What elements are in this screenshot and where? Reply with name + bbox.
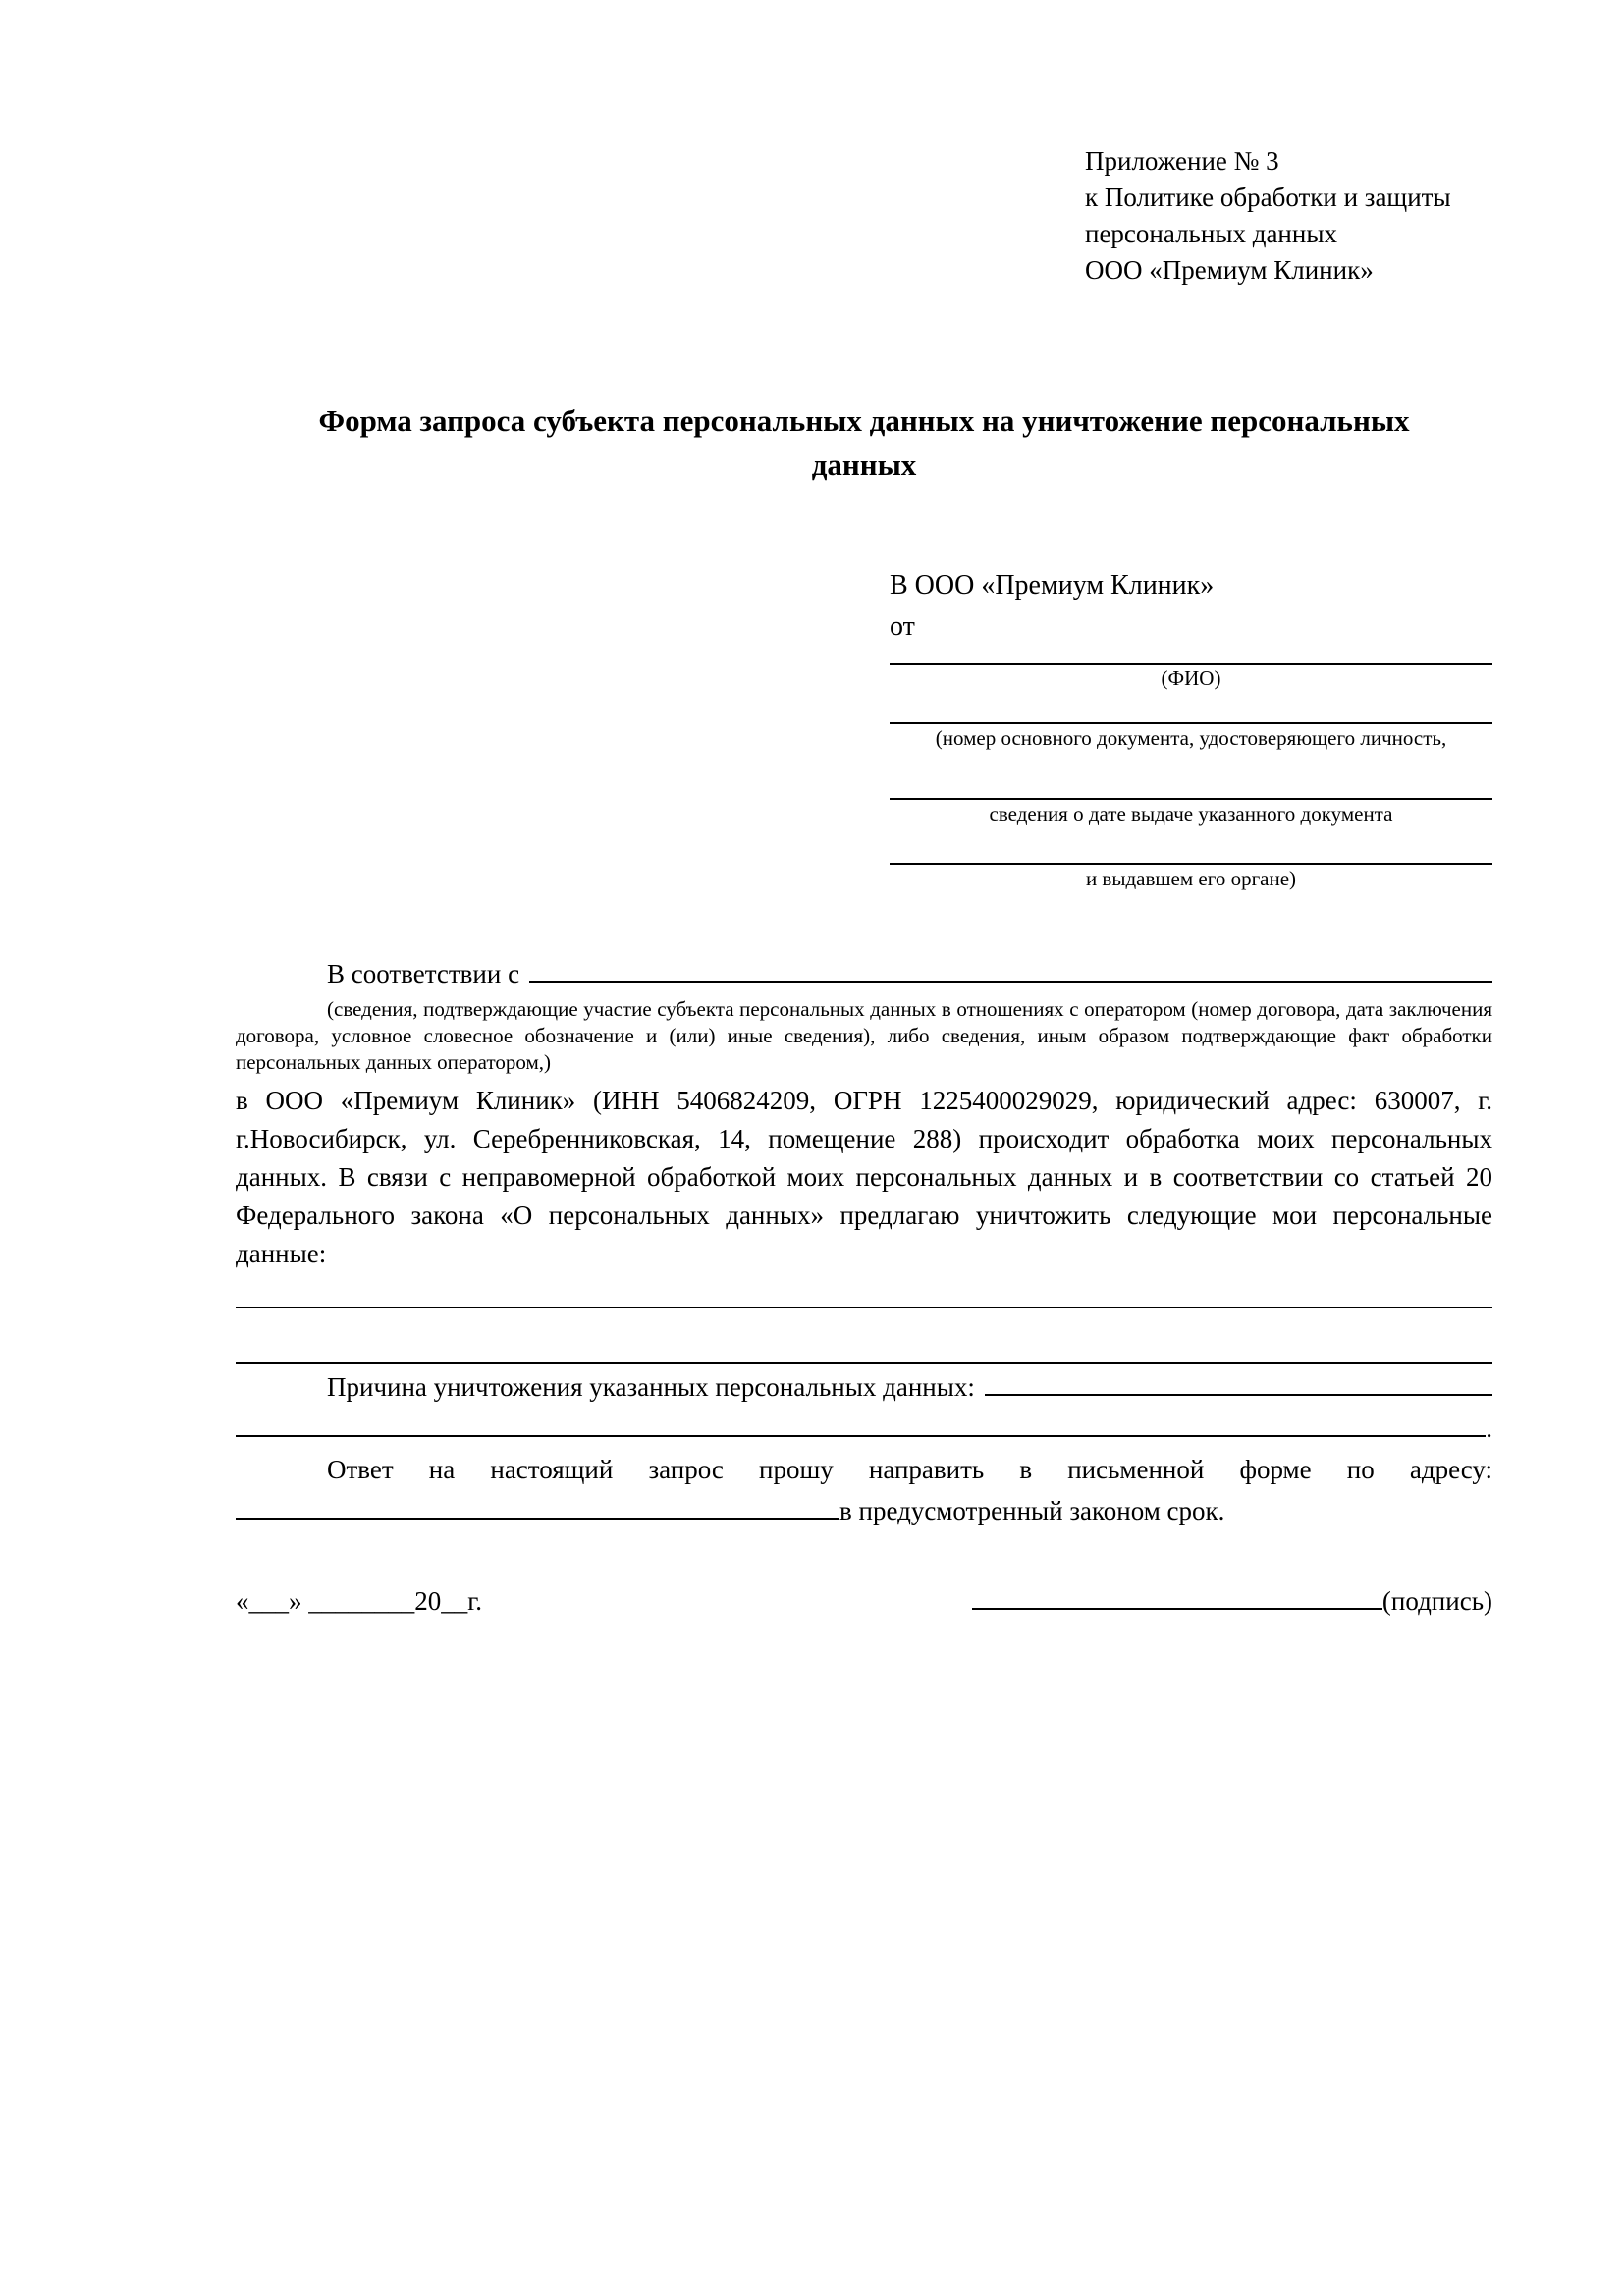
line-end-period: . xyxy=(1486,1414,1492,1443)
addressee-to: В ООО «Премиум Клиник» xyxy=(890,570,1215,601)
address-fill-line xyxy=(236,1518,839,1520)
appendix-header-line: ООО «Премиум Клиник» xyxy=(1085,255,1374,285)
appendix-header xyxy=(1085,143,1492,289)
main-paragraph: в ООО «Премиум Клиник» (ИНН 5406824209, ОГРН 1225400029029, юридический адрес: 630007, г. г.Новосибирск, ул. Серебренниковская, 14, помещение 288) происходит обработка моих персональных данных. В связи с неправомерной обработкой моих персональных данных и в соответствии со статьей 20 Федерального закона «О персональных данных» предлагаю уничтожить следующие мои персональные данные: xyxy=(236,1086,1492,1268)
document-date-fill-line xyxy=(890,752,1492,800)
answer-paragraph-line2 xyxy=(236,1490,1492,1531)
document-content xyxy=(236,0,1492,1622)
signature-fill-line xyxy=(972,1608,1382,1610)
answer-paragraph-line1: Ответ на настоящий запрос прошу направить в письменной форме по адресу: xyxy=(327,1455,1492,1484)
document-issuer-fill-line xyxy=(890,828,1492,865)
page-title: Форма запроса субъекта персональных данных на уничтожение персональных данных xyxy=(318,403,1410,482)
accordance-fill-line xyxy=(529,981,1492,983)
appendix-header-line: к Политике обработки и защиты xyxy=(1085,183,1451,212)
reason-continuation-row xyxy=(236,1408,1492,1449)
accordance-label: В соответствии с xyxy=(327,959,520,988)
reason-fill-line-2 xyxy=(236,1435,1486,1437)
personal-data-fill-line-2 xyxy=(236,1308,1492,1364)
fio-caption: (ФИО) xyxy=(1161,667,1221,690)
reason-row xyxy=(236,1366,1492,1408)
appendix-header-line: Приложение № 3 xyxy=(1085,146,1279,176)
signature-caption: (подпись) xyxy=(1381,1586,1492,1616)
document-number-caption: (номер основного документа, удостоверяющего личность, xyxy=(935,726,1447,750)
date-signature-row xyxy=(236,1580,1492,1622)
addressee-from-label: от xyxy=(890,612,915,642)
appendix-header-line: персональных данных xyxy=(1085,219,1337,248)
document-issuer-caption: и выдавшем его органе) xyxy=(1085,867,1297,890)
accordance-note: (сведения, подтверждающие участие субъекта персональных данных в отношениях с оператором (номер договора, дата заключения договора, условное словесное обозначение и (или) иные сведения), либо сведения, иным образом подтверждающие факт обработки персональных данных оператором,) xyxy=(236,997,1492,1074)
document-date-caption: сведения о дате выдаче указанного документа xyxy=(989,802,1393,826)
addressee-block xyxy=(890,565,1492,892)
reason-fill-line xyxy=(985,1394,1492,1396)
answer-suffix: в предусмотренный законом срок. xyxy=(839,1496,1225,1525)
reason-label: Причина уничтожения указанных персональных данных: xyxy=(327,1372,975,1402)
accordance-row xyxy=(236,953,1492,994)
fio-fill-line xyxy=(890,648,1492,665)
personal-data-fill-line-1 xyxy=(236,1273,1492,1308)
document-number-fill-line xyxy=(890,692,1492,724)
date-placeholder: «___» ________20__г. xyxy=(236,1586,483,1616)
